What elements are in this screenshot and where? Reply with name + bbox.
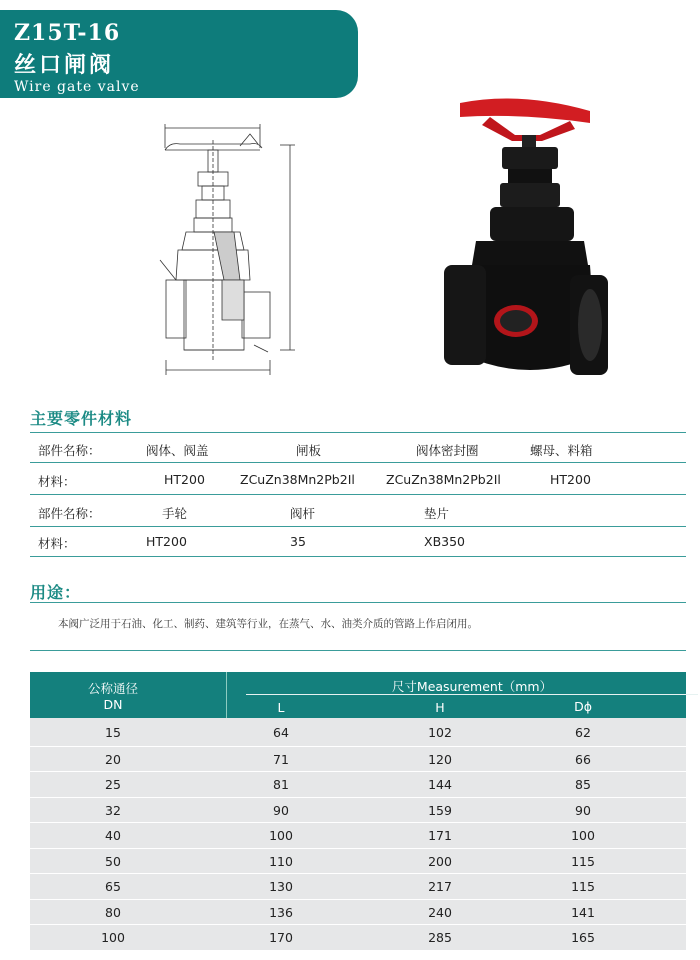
table-cell: 102 bbox=[428, 725, 452, 740]
divider bbox=[30, 526, 686, 527]
table-cell: 144 bbox=[428, 777, 452, 792]
table-cell: 141 bbox=[571, 904, 595, 920]
table-cell: 100 bbox=[269, 828, 293, 843]
table-cell: 110 bbox=[269, 853, 293, 869]
black-gate-valve-red-handwheel-photo bbox=[430, 95, 610, 390]
mat-label: 材料： bbox=[38, 474, 76, 489]
title-banner bbox=[0, 10, 358, 98]
table-cell: 130 bbox=[269, 879, 293, 894]
model-number: Z15T-16 bbox=[14, 20, 121, 46]
col-header-l: L bbox=[277, 700, 285, 715]
mat-cell: 垫片 bbox=[424, 506, 450, 521]
table-cell: 25 bbox=[105, 777, 121, 792]
table-cell: 285 bbox=[428, 930, 452, 945]
table-cell: 240 bbox=[428, 904, 452, 920]
table-cell: 81 bbox=[273, 777, 289, 792]
mat-label: 部件名称： bbox=[38, 506, 101, 521]
table-cell: 165 bbox=[571, 930, 595, 945]
table-row bbox=[30, 873, 686, 898]
product-name-en: Wire gate valve bbox=[14, 79, 140, 95]
table-cell: 50 bbox=[105, 853, 121, 869]
table-cell: 217 bbox=[428, 879, 452, 894]
table-cell: 71 bbox=[273, 751, 289, 767]
dn-header: DN bbox=[103, 697, 123, 712]
mat-cell: 阀体密封圈 bbox=[416, 443, 479, 458]
mat-cell: HT200 bbox=[164, 472, 205, 487]
table-row bbox=[30, 822, 686, 847]
table-cell: 100 bbox=[101, 930, 125, 945]
table-cell: 20 bbox=[105, 751, 121, 767]
materials-title: 主要零件材料 bbox=[30, 409, 133, 428]
divider bbox=[30, 650, 686, 651]
mat-cell: 螺母、料箱 bbox=[530, 443, 593, 458]
mat-cell: 35 bbox=[290, 534, 306, 549]
mat-label: 材料： bbox=[38, 536, 76, 551]
table-cell: 66 bbox=[575, 751, 591, 767]
table-cell: 90 bbox=[273, 802, 289, 818]
table-row bbox=[30, 720, 686, 745]
table-row bbox=[30, 924, 686, 949]
divider bbox=[30, 602, 686, 603]
table-cell: 100 bbox=[571, 828, 595, 843]
usage-description: 本阀广泛用于石油、化工、制药、建筑等行业，在蒸气、水、油类介质的管路上作启闭用。 bbox=[58, 618, 478, 630]
mat-label: 部件名称： bbox=[38, 443, 101, 458]
divider bbox=[30, 462, 686, 463]
table-cell: 65 bbox=[105, 879, 121, 894]
valve-technical-drawing bbox=[150, 120, 300, 385]
table-cell: 136 bbox=[269, 904, 293, 920]
table-row bbox=[30, 899, 686, 924]
table-cell: 64 bbox=[273, 725, 289, 740]
mat-cell: 手轮 bbox=[162, 506, 188, 521]
table-cell: 15 bbox=[105, 725, 121, 740]
table-cell: 40 bbox=[105, 828, 121, 843]
col-header-d: Dϕ bbox=[574, 699, 592, 714]
col-header-h: H bbox=[435, 700, 445, 715]
mat-cell: HT200 bbox=[550, 472, 591, 487]
table-row bbox=[30, 848, 686, 873]
table-cell: 80 bbox=[105, 904, 121, 920]
dimension-table-body bbox=[30, 718, 686, 950]
usage-title: 用途： bbox=[30, 583, 82, 602]
table-row bbox=[30, 797, 686, 822]
divider bbox=[30, 432, 686, 433]
table-cell: 62 bbox=[575, 725, 591, 740]
table-row bbox=[30, 771, 686, 796]
mat-cell: 闸板 bbox=[296, 443, 322, 458]
table-cell: 90 bbox=[575, 802, 591, 818]
table-cell: 170 bbox=[269, 930, 293, 945]
table-row bbox=[30, 746, 686, 771]
divider bbox=[30, 494, 686, 495]
table-cell: 171 bbox=[428, 828, 452, 843]
mat-cell: XB350 bbox=[424, 534, 465, 549]
table-cell: 32 bbox=[105, 802, 121, 818]
dimension-table-header bbox=[30, 672, 686, 718]
mat-cell: 阀杆 bbox=[290, 506, 316, 521]
table-cell: 115 bbox=[571, 879, 595, 894]
table-cell: 120 bbox=[428, 751, 452, 767]
product-name-cn: 丝口闸阀 bbox=[14, 52, 115, 78]
table-cell: 200 bbox=[428, 853, 452, 869]
table-cell: 85 bbox=[575, 777, 591, 792]
dn-header-cn: 公称通径 bbox=[87, 681, 138, 696]
table-cell: 159 bbox=[428, 802, 452, 818]
mat-cell: HT200 bbox=[146, 534, 187, 549]
table-cell: 115 bbox=[571, 853, 595, 869]
mat-cell: 阀体、阀盖 bbox=[146, 443, 209, 458]
mat-cell: ZCuZn38Mn2Pb2Il bbox=[240, 472, 355, 487]
divider bbox=[246, 694, 698, 695]
divider bbox=[30, 556, 686, 557]
measurement-header: 尺寸Measurement（mm） bbox=[391, 679, 553, 694]
mat-cell: ZCuZn38Mn2Pb2Il bbox=[386, 472, 501, 487]
